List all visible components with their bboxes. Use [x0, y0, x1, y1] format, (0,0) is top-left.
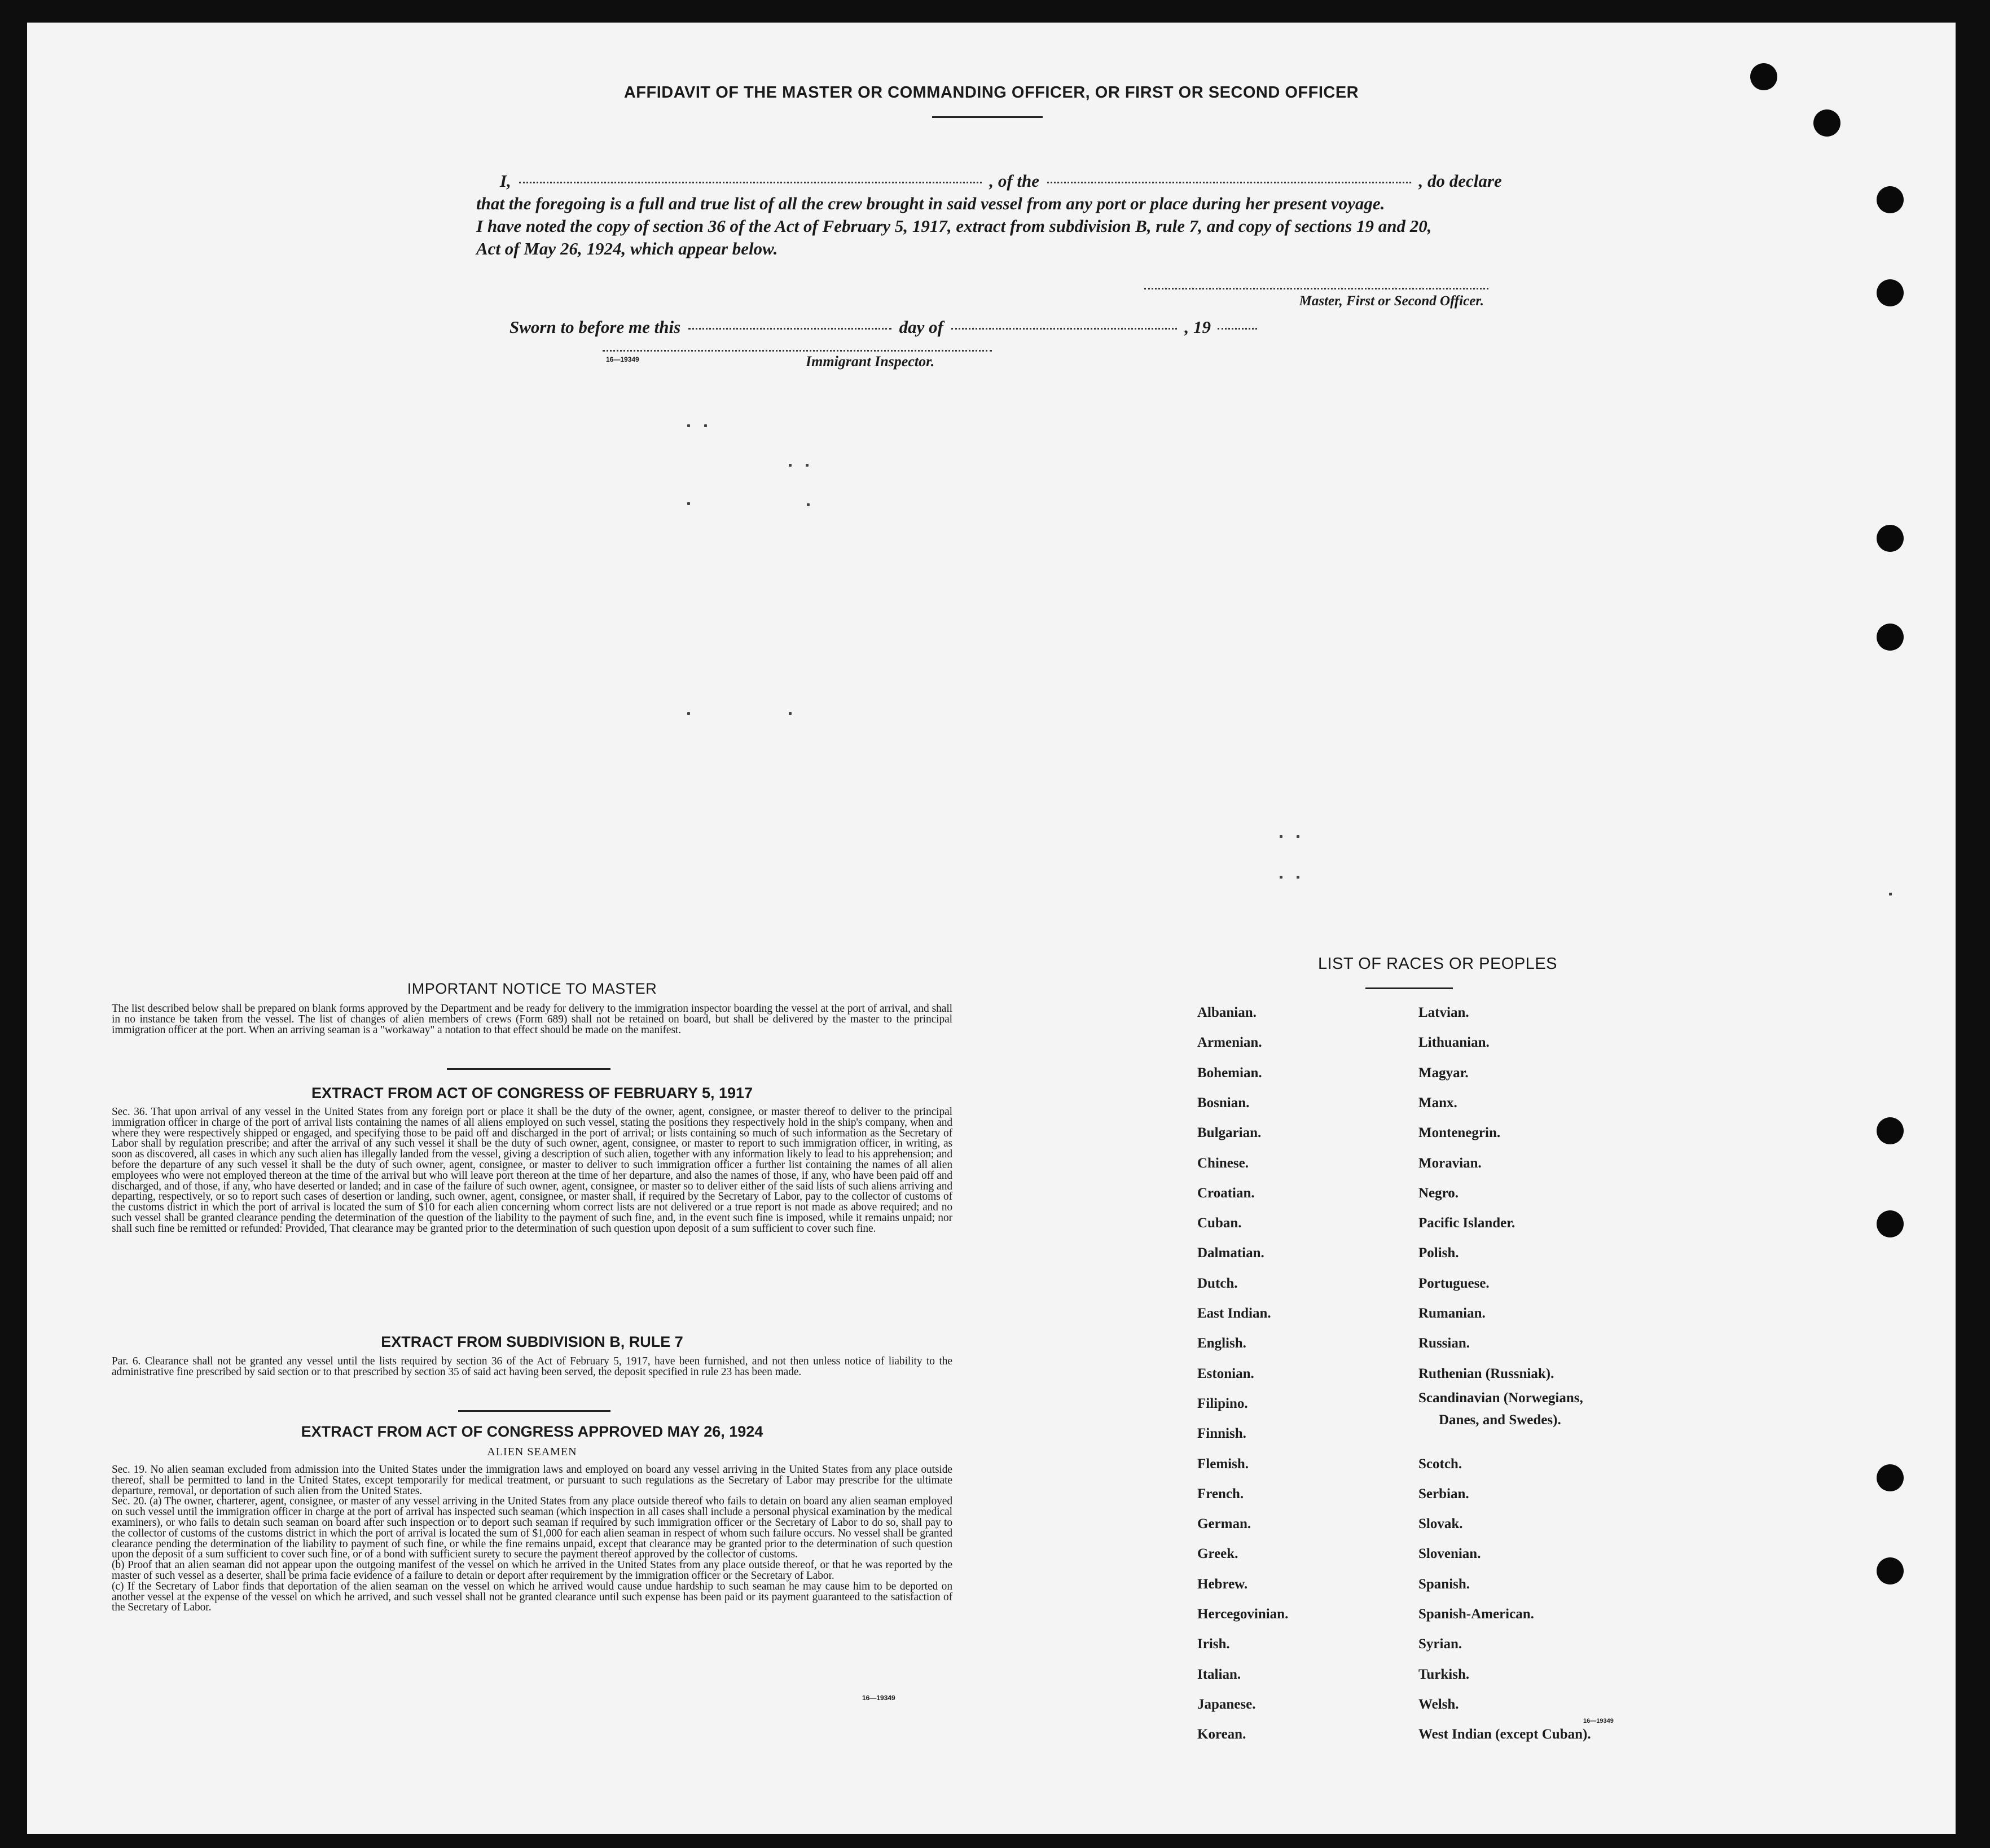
- race-item: Turkish.: [1418, 1667, 1470, 1682]
- race-item: Albanian.: [1197, 1005, 1257, 1020]
- punch-hole: [1750, 63, 1777, 90]
- race-item: Portuguese.: [1418, 1276, 1490, 1291]
- race-item: Scotch.: [1418, 1456, 1462, 1472]
- inspector-caption: Immigrant Inspector.: [806, 353, 935, 370]
- sworn-day-of: day of: [899, 317, 943, 337]
- race-item: Magyar.: [1418, 1065, 1469, 1081]
- race-item: Armenian.: [1197, 1035, 1262, 1050]
- race-item: Spanish-American.: [1418, 1606, 1534, 1622]
- document-page: [27, 23, 1956, 1834]
- race-item: Scandinavian (Norwegians,: [1418, 1390, 1583, 1406]
- year-blank: [1218, 328, 1257, 330]
- race-item: Slovenian.: [1418, 1546, 1481, 1561]
- punch-hole: [1813, 109, 1840, 137]
- race-item: Dutch.: [1197, 1276, 1238, 1291]
- race-item: Korean.: [1197, 1727, 1246, 1742]
- affidavit-body: [476, 192, 1554, 260]
- race-item: Montenegrin.: [1418, 1125, 1501, 1140]
- race-item: Pacific Islander.: [1418, 1215, 1515, 1231]
- races-heading: LIST OF RACES OR PEOPLES: [1317, 955, 1558, 973]
- sec-20-b: (b) Proof that an alien seaman did not appear upon the outgoing manifest of the vessel on which he arrived in the United States from any place outside thereof, or that he was reported by the master of such vessel as a deserter, shall be prima facie evidence of a failure to detain or deport after requirement by the immigration officer or the Secretary of Labor.: [112, 1559, 952, 1582]
- title-divider: [932, 116, 1043, 118]
- sworn-line: [509, 316, 1299, 339]
- vessel-blank: [1047, 182, 1411, 183]
- master-signature-line: [1144, 288, 1488, 289]
- divider: [447, 1068, 610, 1070]
- form-number-races: 16—19349: [1583, 1718, 1614, 1724]
- race-item: Syrian.: [1418, 1636, 1462, 1652]
- race-item: Lithuanian.: [1418, 1035, 1490, 1050]
- punch-hole: [1877, 1117, 1904, 1144]
- races-divider: [1365, 987, 1453, 989]
- race-item: Bosnian.: [1197, 1095, 1250, 1110]
- extract-1917-text: Sec. 36. That upon arrival of any vessel in the United States from any foreign port or place it shall be the duty of the owner, agent, consignee, or master thereof to deliver to the principal immigration officer in charge of the port of arrival lists containing the names of all aliens employed on such vessel, stating the positions they respectively hold in the ship's company, when and where they were respectively shipped or engaged, and specifying those to be paid off and discharged in the port of arrival; or lists containing so much of such information as the Secretary of Labor shall by regulation prescribe; and after the arrival of any such vessel it shall be the duty of such owner, agent, consignee, or master to report to such immigration officer, in writing, as soon as discovered, all cases in which any such alien has illegally landed from the vessel, giving a description of such alien, together with any information likely to lead to his apprehension; and before the departure of any such vessel it shall be the duty of such owner, agent, consignee, or master to deliver to such immigration officer a further list containing the names of all alien employees who were not employed thereon at the time of the arrival but who will leave port thereon at the time of her departure, and also the names of those, if any, who have been paid off and discharged, and of those, if any, who have deserted or landed; and in case of the failure of such owner, agent, consignee, or master so to deliver either of the said lists of such aliens arriving and departing, respectively, or so to report such cases of desertion or landing, such owner, agent, consignee, or master shall, if required by the Secretary of Labor, pay to the collector of customs of the customs district in which the port of arrival is located the sum of $10 for each alien concerning whom correct lists are not delivered or a true report is not made as above required; and no such vessel shall be granted clearance pending the determination of the question of the liability to the payment of such fine, and, in the event such fine is imposed, while it remains unpaid; nor shall such fine be remitted or refunded: Provided, That clearance may be granted prior to the determination of such question upon deposit of a sum sufficient to cover such fine.: [112, 1106, 952, 1235]
- race-item: Greek.: [1197, 1546, 1238, 1561]
- subdivision-b-heading: EXTRACT FROM SUBDIVISION B, RULE 7: [381, 1333, 683, 1350]
- sec-20-c: (c) If the Secretary of Labor finds that deportation of the alien seaman on the vessel on which he arrived would cause undue hardship to such seaman he may cause him to be deported on another vessel at the expense of the vessel on which he arrived, and such vessel shall not be granted clearance until such expense has been paid or its payment guaranteed to the satisfaction of the Secretary of Labor.: [112, 1580, 952, 1614]
- race-item: Cuban.: [1197, 1215, 1242, 1231]
- race-item: Italian.: [1197, 1667, 1241, 1682]
- race-item: Bohemian.: [1197, 1065, 1262, 1081]
- race-item: Ruthenian (Russniak).: [1418, 1366, 1554, 1381]
- punch-hole: [1877, 1557, 1904, 1584]
- race-item: Bulgarian.: [1197, 1125, 1262, 1140]
- extract-1924-heading: EXTRACT FROM ACT OF CONGRESS APPROVED MAY 26, 1924: [301, 1423, 763, 1440]
- race-item: Hercegovinian.: [1197, 1606, 1289, 1622]
- race-item: Latvian.: [1418, 1005, 1469, 1020]
- notice-heading: IMPORTANT NOTICE TO MASTER: [407, 980, 657, 997]
- sec-19: Sec. 19. No alien seaman excluded from admission into the United States under the immigration laws and employed on board any vessel arriving in the United States from any place outside thereof, shall be permitted to land in the United States, except temporarily for medical treatment, or pursuant to such regulations as the Secretary of Labor may prescribe for the ultimate departure, removal, or deportation of such alien from the United States.: [112, 1464, 952, 1497]
- race-item: Negro.: [1418, 1186, 1459, 1201]
- race-item: Russian.: [1418, 1336, 1470, 1351]
- race-item: Estonian.: [1197, 1366, 1254, 1381]
- race-item: Croatian.: [1197, 1186, 1255, 1201]
- punch-hole: [1877, 279, 1904, 306]
- form-number-top: 16—19349: [606, 355, 639, 363]
- race-item: Serbian.: [1418, 1486, 1469, 1502]
- race-item: Welsh.: [1418, 1697, 1459, 1712]
- affidavit-declaration-line: [500, 170, 1549, 192]
- race-item: Filipino.: [1197, 1396, 1248, 1411]
- race-item: Irish.: [1197, 1636, 1230, 1652]
- declaration-i: I,: [500, 171, 511, 191]
- race-item: Manx.: [1418, 1095, 1457, 1110]
- sec-20-a: Sec. 20. (a) The owner, charterer, agent, consignee, or master of any vessel arriving in the United States from any place outside thereof who fails to detain on board any alien seaman employed on such vessel until the immigration officer in charge at the port of arrival has inspected such seaman (which inspection in all cases shall include a personal physical examination by the medical examiners), or who fails to detain such seaman on board after such inspection or to deport such seaman if required by such immigration officer or the Secretary of Labor to do so, shall pay to the collector of customs of the customs district in which the port of arrival is located the sum of $1,000 for each alien seaman in respect of whom such failure occurs. No vessel shall be granted clearance pending the determination of the liability to payment of such fine, or while the fine remains unpaid, except that clearance may be granted prior to the determination of such question upon the deposit of a sum sufficient to cover such fine, or of a bond with sufficient surety to secure the payment thereof approved by the collector of customs.: [112, 1495, 952, 1561]
- sworn-before: Sworn to before me this: [509, 317, 681, 337]
- race-item: Slovak.: [1418, 1516, 1463, 1531]
- race-item: Finnish.: [1197, 1426, 1246, 1441]
- punch-hole: [1877, 186, 1904, 213]
- race-item: Rumanian.: [1418, 1306, 1486, 1321]
- affidavit-line-3: I have noted the copy of section 36 of the Act of February 5, 1917, extract from subdivision B, rule 7, and copy of sections 19 and 20,: [476, 216, 1432, 236]
- race-item: Hebrew.: [1197, 1577, 1248, 1592]
- race-item: Moravian.: [1418, 1156, 1482, 1171]
- day-blank: [688, 328, 891, 330]
- race-item: Flemish.: [1197, 1456, 1249, 1472]
- master-signature-caption: Master, First or Second Officer.: [1299, 293, 1484, 309]
- extract-1917-heading: EXTRACT FROM ACT OF CONGRESS OF FEBRUARY 5, 1917: [311, 1085, 753, 1101]
- race-item: West Indian (except Cuban).: [1418, 1727, 1591, 1742]
- race-item: Dalmatian.: [1197, 1245, 1264, 1261]
- punch-hole: [1877, 1210, 1904, 1237]
- punch-hole: [1877, 1464, 1904, 1491]
- notice-text: The list described below shall be prepared on blank forms approved by the Department and be ready for delivery to the immigration inspector boarding the vessel at the port of arrival, and shall in no instance be taken from the vessel. The list of changes of alien members of crews (Form 689) shall not be retained on board, but shall be delivered by the master to the principal immigration officer at the port. When an arriving seaman is a "workaway" a notation to that effect should be made on the manifest.: [112, 1003, 952, 1036]
- race-item: Japanese.: [1197, 1697, 1256, 1712]
- race-item: French.: [1197, 1486, 1244, 1502]
- form-number-bottom: 16—19349: [862, 1694, 895, 1702]
- affidavit-line-4: Act of May 26, 1924, which appear below.: [476, 239, 778, 258]
- alien-seamen-subheading: ALIEN SEAMEN: [487, 1446, 577, 1458]
- subdivision-b-text: Par. 6. Clearance shall not be granted any vessel until the lists required by section 36 of the Act of February 5, 1917, have been furnished, and not then unless notice of liability to the administrative fine prescribed by said section or to that prescribed by section 35 of said act having been served, the deposit specified in rule 23 has been made.: [112, 1355, 952, 1378]
- punch-hole: [1877, 525, 1904, 552]
- race-item: German.: [1197, 1516, 1251, 1531]
- race-item: English.: [1197, 1336, 1246, 1351]
- inspector-signature-line: [603, 350, 992, 352]
- month-blank: [951, 328, 1177, 330]
- race-item: Polish.: [1418, 1245, 1459, 1261]
- affidavit-line-2: that the foregoing is a full and true list of all the crew brought in said vessel from any port or place during her present voyage.: [476, 194, 1385, 213]
- race-item: Spanish.: [1418, 1577, 1470, 1592]
- declaration-do-declare: , do declare: [1418, 171, 1502, 191]
- extract-1924-text: [112, 1465, 952, 1613]
- race-item: Chinese.: [1197, 1156, 1249, 1171]
- race-item: East Indian.: [1197, 1306, 1271, 1321]
- affidavit-title: AFFIDAVIT OF THE MASTER OR COMMANDING OFFICER, OR FIRST OR SECOND OFFICER: [623, 84, 1359, 102]
- declaration-of-the: , of the: [989, 171, 1040, 191]
- divider: [458, 1410, 610, 1412]
- race-item: Danes, and Swedes).: [1439, 1412, 1561, 1428]
- punch-hole: [1877, 624, 1904, 651]
- sworn-year: , 19: [1184, 317, 1211, 337]
- name-blank: [519, 182, 982, 183]
